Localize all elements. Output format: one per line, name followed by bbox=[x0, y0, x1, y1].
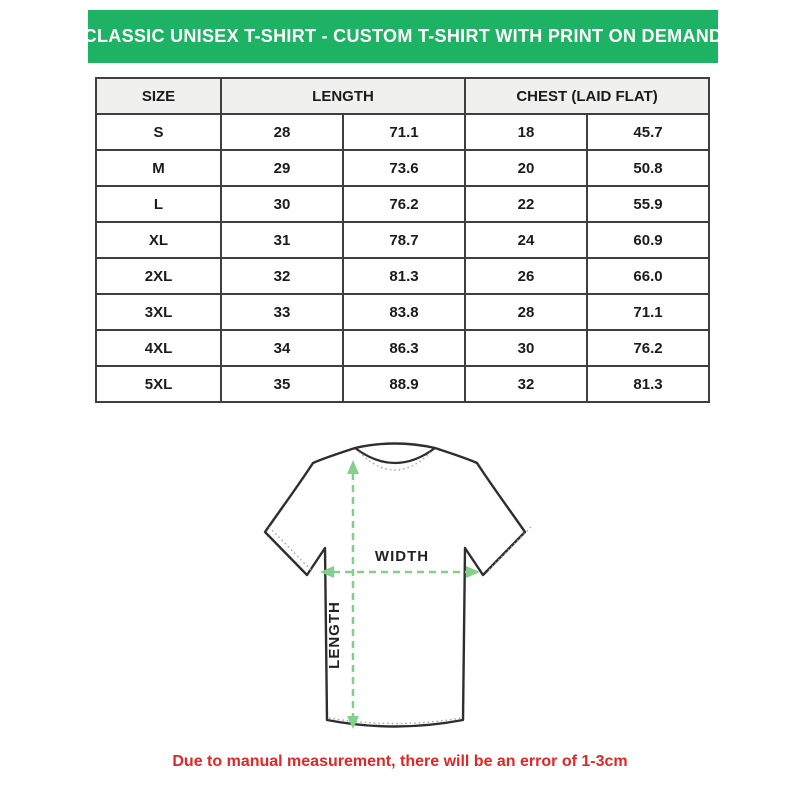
length-in-cell: 31 bbox=[221, 222, 343, 258]
col-header-size: SIZE bbox=[96, 78, 221, 114]
length-in-cell: 33 bbox=[221, 294, 343, 330]
size-cell: 3XL bbox=[96, 294, 221, 330]
length-in-cell: 34 bbox=[221, 330, 343, 366]
title-banner bbox=[83, 10, 723, 63]
chest-in-cell: 28 bbox=[465, 294, 587, 330]
table-row bbox=[96, 114, 709, 150]
chest-cm-cell: 60.9 bbox=[587, 222, 709, 258]
length-cm-cell: 88.9 bbox=[343, 366, 465, 402]
width-label: WIDTH bbox=[374, 548, 430, 565]
chest-cm-cell: 55.9 bbox=[587, 186, 709, 222]
length-cm-cell: 78.7 bbox=[343, 222, 465, 258]
size-cell: L bbox=[96, 186, 221, 222]
chest-in-cell: 26 bbox=[465, 258, 587, 294]
col-header-chest: CHEST (LAID FLAT) bbox=[465, 78, 709, 114]
chest-in-cell: 22 bbox=[465, 186, 587, 222]
length-in-cell: 28 bbox=[221, 114, 343, 150]
table-row bbox=[96, 186, 709, 222]
size-cell: M bbox=[96, 150, 221, 186]
length-cm-cell: 73.6 bbox=[343, 150, 465, 186]
size-cell: S bbox=[96, 114, 221, 150]
table-row bbox=[96, 150, 709, 186]
table-row bbox=[96, 366, 709, 402]
measurement-note: Due to manual measurement, there will be an error of 1-3cm bbox=[172, 753, 628, 770]
chest-in-cell: 30 bbox=[465, 330, 587, 366]
chest-cm-cell: 71.1 bbox=[587, 294, 709, 330]
tshirt-diagram bbox=[250, 430, 550, 760]
size-chart-table bbox=[95, 77, 710, 403]
length-in-cell: 29 bbox=[221, 150, 343, 186]
chest-in-cell: 32 bbox=[465, 366, 587, 402]
length-cm-cell: 76.2 bbox=[343, 186, 465, 222]
header-row bbox=[96, 78, 709, 114]
chest-in-cell: 18 bbox=[465, 114, 587, 150]
table-row bbox=[96, 258, 709, 294]
chest-in-cell: 24 bbox=[465, 222, 587, 258]
chest-cm-cell: 76.2 bbox=[587, 330, 709, 366]
table-row bbox=[96, 222, 709, 258]
length-cm-cell: 86.3 bbox=[343, 330, 465, 366]
length-in-cell: 32 bbox=[221, 258, 343, 294]
length-in-cell: 30 bbox=[221, 186, 343, 222]
length-in-cell: 35 bbox=[221, 366, 343, 402]
length-label: LENGTH bbox=[326, 601, 343, 669]
length-cm-cell: 81.3 bbox=[343, 258, 465, 294]
table-row bbox=[96, 330, 709, 366]
size-cell: XL bbox=[96, 222, 221, 258]
chest-cm-cell: 66.0 bbox=[587, 258, 709, 294]
chest-cm-cell: 50.8 bbox=[587, 150, 709, 186]
chest-cm-cell: 81.3 bbox=[587, 366, 709, 402]
table-row bbox=[96, 294, 709, 330]
chest-in-cell: 20 bbox=[465, 150, 587, 186]
size-cell: 5XL bbox=[96, 366, 221, 402]
chest-cm-cell: 45.7 bbox=[587, 114, 709, 150]
length-cm-cell: 83.8 bbox=[343, 294, 465, 330]
col-header-length: LENGTH bbox=[221, 78, 465, 114]
length-cm-cell: 71.1 bbox=[343, 114, 465, 150]
size-cell: 2XL bbox=[96, 258, 221, 294]
tshirt-outline-icon bbox=[265, 444, 525, 727]
size-cell: 4XL bbox=[96, 330, 221, 366]
page-title: CLASSIC UNISEX T-SHIRT - CUSTOM T-SHIRT WITH PRINT ON DEMAND bbox=[83, 26, 723, 46]
